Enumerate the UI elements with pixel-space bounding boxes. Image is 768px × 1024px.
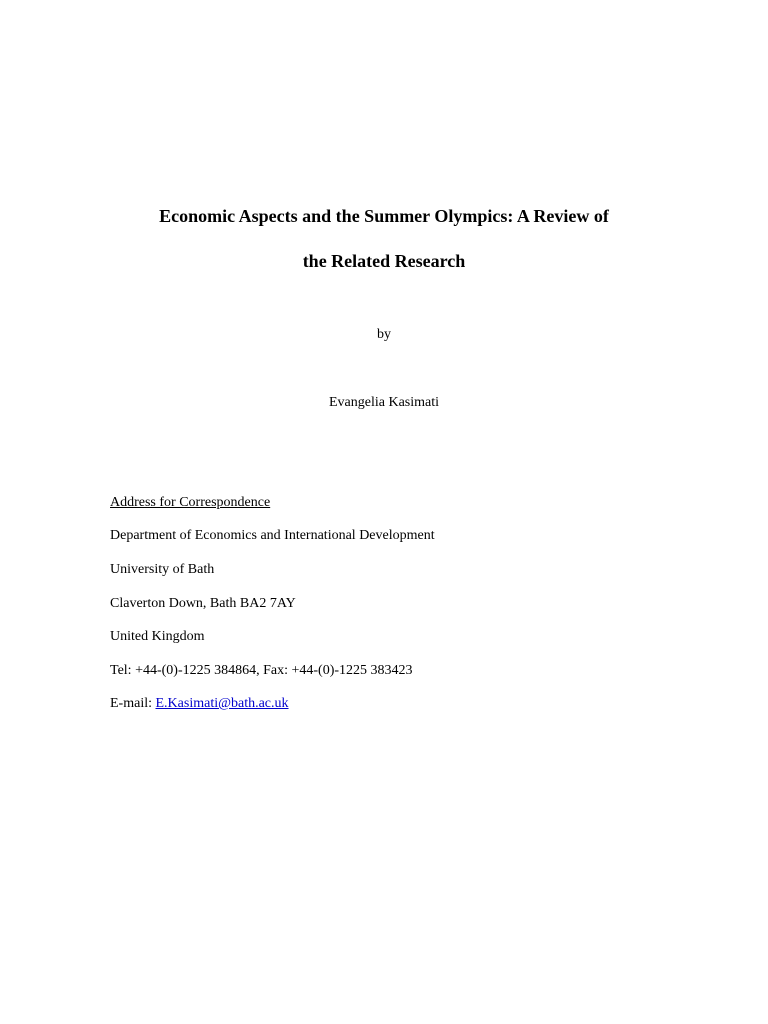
address-phone-fax: Tel: +44-(0)-1225 384864, Fax: +44-(0)-1225 383423 — [110, 663, 413, 678]
author-name: Evangelia Kasimati — [328, 395, 440, 410]
paper-title-line-2: the Related Research — [302, 251, 466, 271]
address-heading: Address for Correspondence — [110, 495, 271, 510]
paper-title-line-1: Economic Aspects and the Summer Olympics: A Review of — [159, 206, 609, 226]
address-country: United Kingdom — [110, 629, 205, 644]
address-department: Department of Economics and International Development — [110, 528, 435, 543]
email-label: E-mail: — [110, 696, 156, 711]
address-email-line — [110, 695, 289, 713]
email-link[interactable]: E.Kasimati@bath.ac.uk — [155, 696, 289, 711]
address-street: Claverton Down, Bath BA2 7AY — [110, 596, 296, 611]
byline: by — [377, 327, 391, 342]
address-university: University of Bath — [110, 562, 215, 577]
